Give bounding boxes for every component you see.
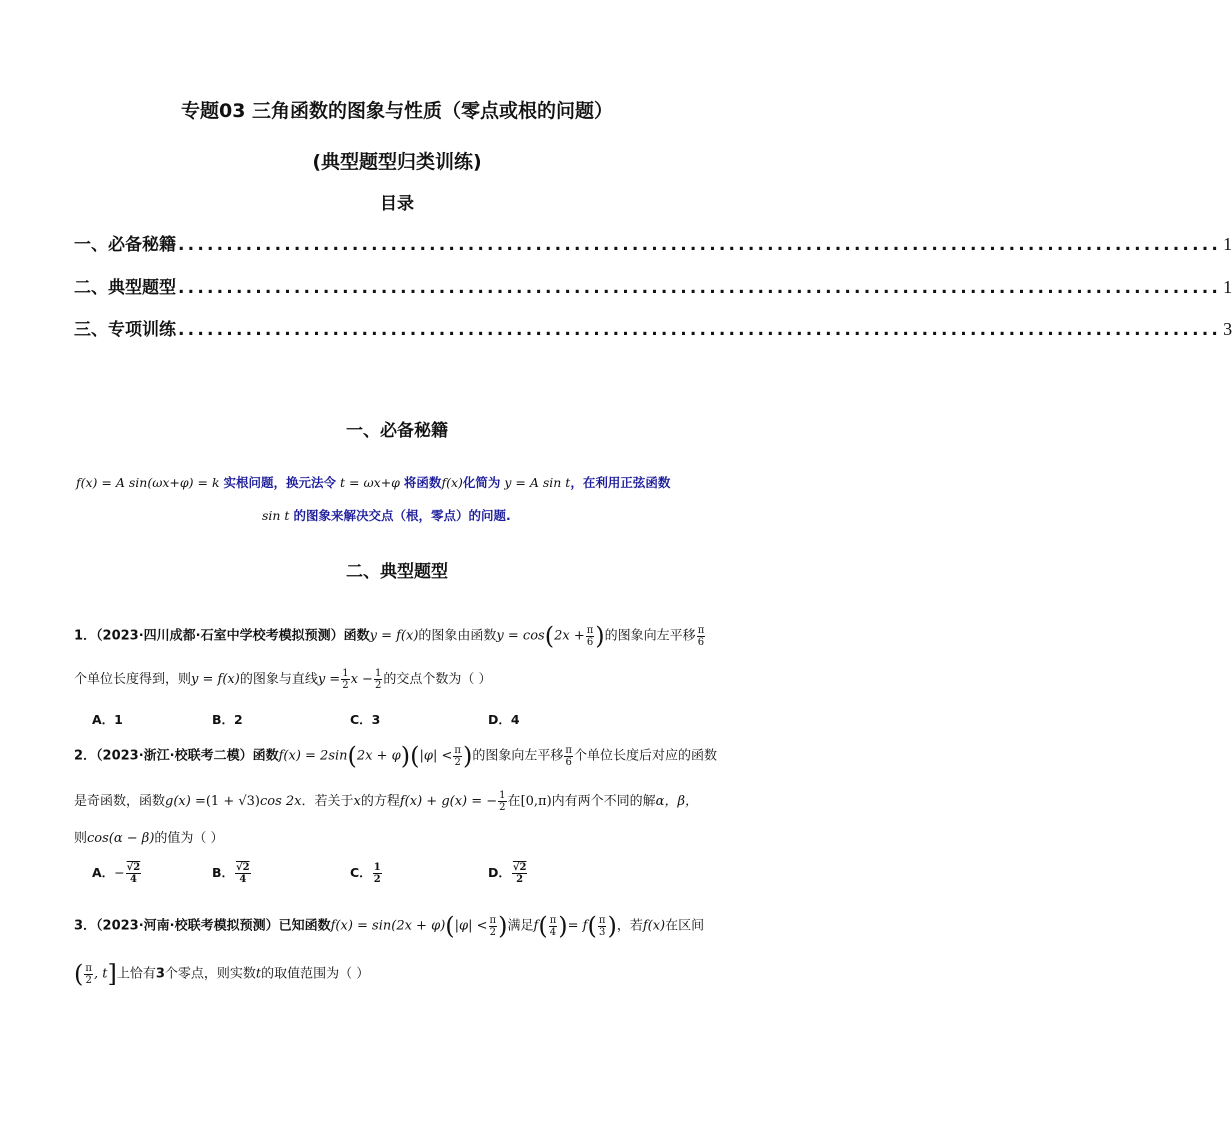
toc-item-3[interactable] [74,316,1232,340]
question-2-line-2: 是奇函数，函数g(x) =(1 + √3)cos 2x．若关于x的方程f(x) + g(x) = − $\frac{1}{2}$ 在[0,π)内有两个不同的解α，β， [74,790,698,813]
formula: sin t [262,508,290,523]
toc-item-label: 一、必备秘籍 [74,235,176,255]
toc-item-page: 3 [1223,319,1232,339]
document-subtitle: (典型题型归类训练) [312,151,482,173]
toc-item-2[interactable] [74,274,1232,298]
q1-option-c[interactable]: C．3 [350,712,381,727]
question-3-line-1: 3．（2023·河南·校联考模拟预测）已知函数f(x) = sin(2x + φ)(|φ| < $\frac{\pi}{2}$ )满足f( $\frac{\pi}{4}$ )= f( $\frac{\pi}{3}$ )，若f(x)在区间 [74,912,705,940]
q2-option-c[interactable]: C． $\frac{1}{2}$ [350,862,381,885]
q1-option-a[interactable]: A．1 [92,712,123,727]
section-heading-1: 一、必备秘籍 [346,421,448,441]
section-heading-2: 二、典型题型 [346,562,448,582]
toc-leader-dots: ............................................................................................................ [178,320,1222,340]
formula: f(x) = A sin(ωx+φ) = k [76,475,220,490]
q1-option-d[interactable]: D．4 [488,712,520,727]
fraction-pi-over-6: $\frac{\pi}{6}$ [697,624,705,648]
toc-item-page: 1 [1223,277,1232,297]
question-1-line-1: 1．（2023·四川成都·石室中学校考模拟预测）函数y = f(x)的图象由函数y = cos(2x + $\frac{\pi}{6}$ )的图象向左平移 $\frac{\pi}{6}$ [74,622,705,650]
q2-option-d[interactable]: D． $\frac{√2}{2}$ [488,862,527,885]
toc-leader-dots: ............................................................................................................ [178,278,1222,298]
toc-item-label: 三、专项训练 [74,320,176,340]
tip-line-1: f(x) = A sin(ωx+φ) = k 实根问题，换元法令 t = ωx+φ 将函数f(x)化简为 y = A sin t，在利用正弦函数 [76,475,671,490]
toc-item-page: 1 [1223,234,1232,254]
toc-heading: 目录 [380,194,414,214]
toc-leader-dots: ............................................................................................................ [178,235,1222,255]
q2-option-a[interactable]: A．− $\frac{√2}{4}$ [92,862,141,885]
q2-option-b[interactable]: B． $\frac{√2}{4}$ [212,862,250,885]
q1-option-b[interactable]: B．2 [212,712,243,727]
question-3-line-2: ( $\frac{\pi}{2}$ , t]上恰有3个零点，则实数t的取值范围为（ ） [74,960,370,988]
question-1-line-2: 个单位长度得到，则y = f(x)的图象与直线y = $\frac{1}{2}$ x − $\frac{1}{2}$ 的交点个数为（ ） [74,668,492,691]
toc-item-1[interactable] [74,231,1232,255]
formula: t = ωx+φ [340,475,400,490]
question-2-line-3: 则cos(α − β)的值为（ ） [74,831,224,846]
fraction-pi-over-6: $\frac{\pi}{6}$ [586,624,594,648]
toc-item-label: 二、典型题型 [74,278,176,298]
document-title: 专题03 三角函数的图象与性质（零点或根的问题） [180,100,614,122]
formula: y = A sin t [504,475,571,490]
tip-line-2: sin t 的图象来解决交点（根，零点）的问题. [262,508,511,523]
question-2-line-1: 2．（2023·浙江·校联考二模）函数f(x) = 2sin(2x + φ)(|φ| < $\frac{\pi}{2}$ )的图象向左平移 $\frac{\pi}{6}$ 个单位长度后对应的函数 [74,742,717,770]
formula: f(x) [441,475,463,490]
